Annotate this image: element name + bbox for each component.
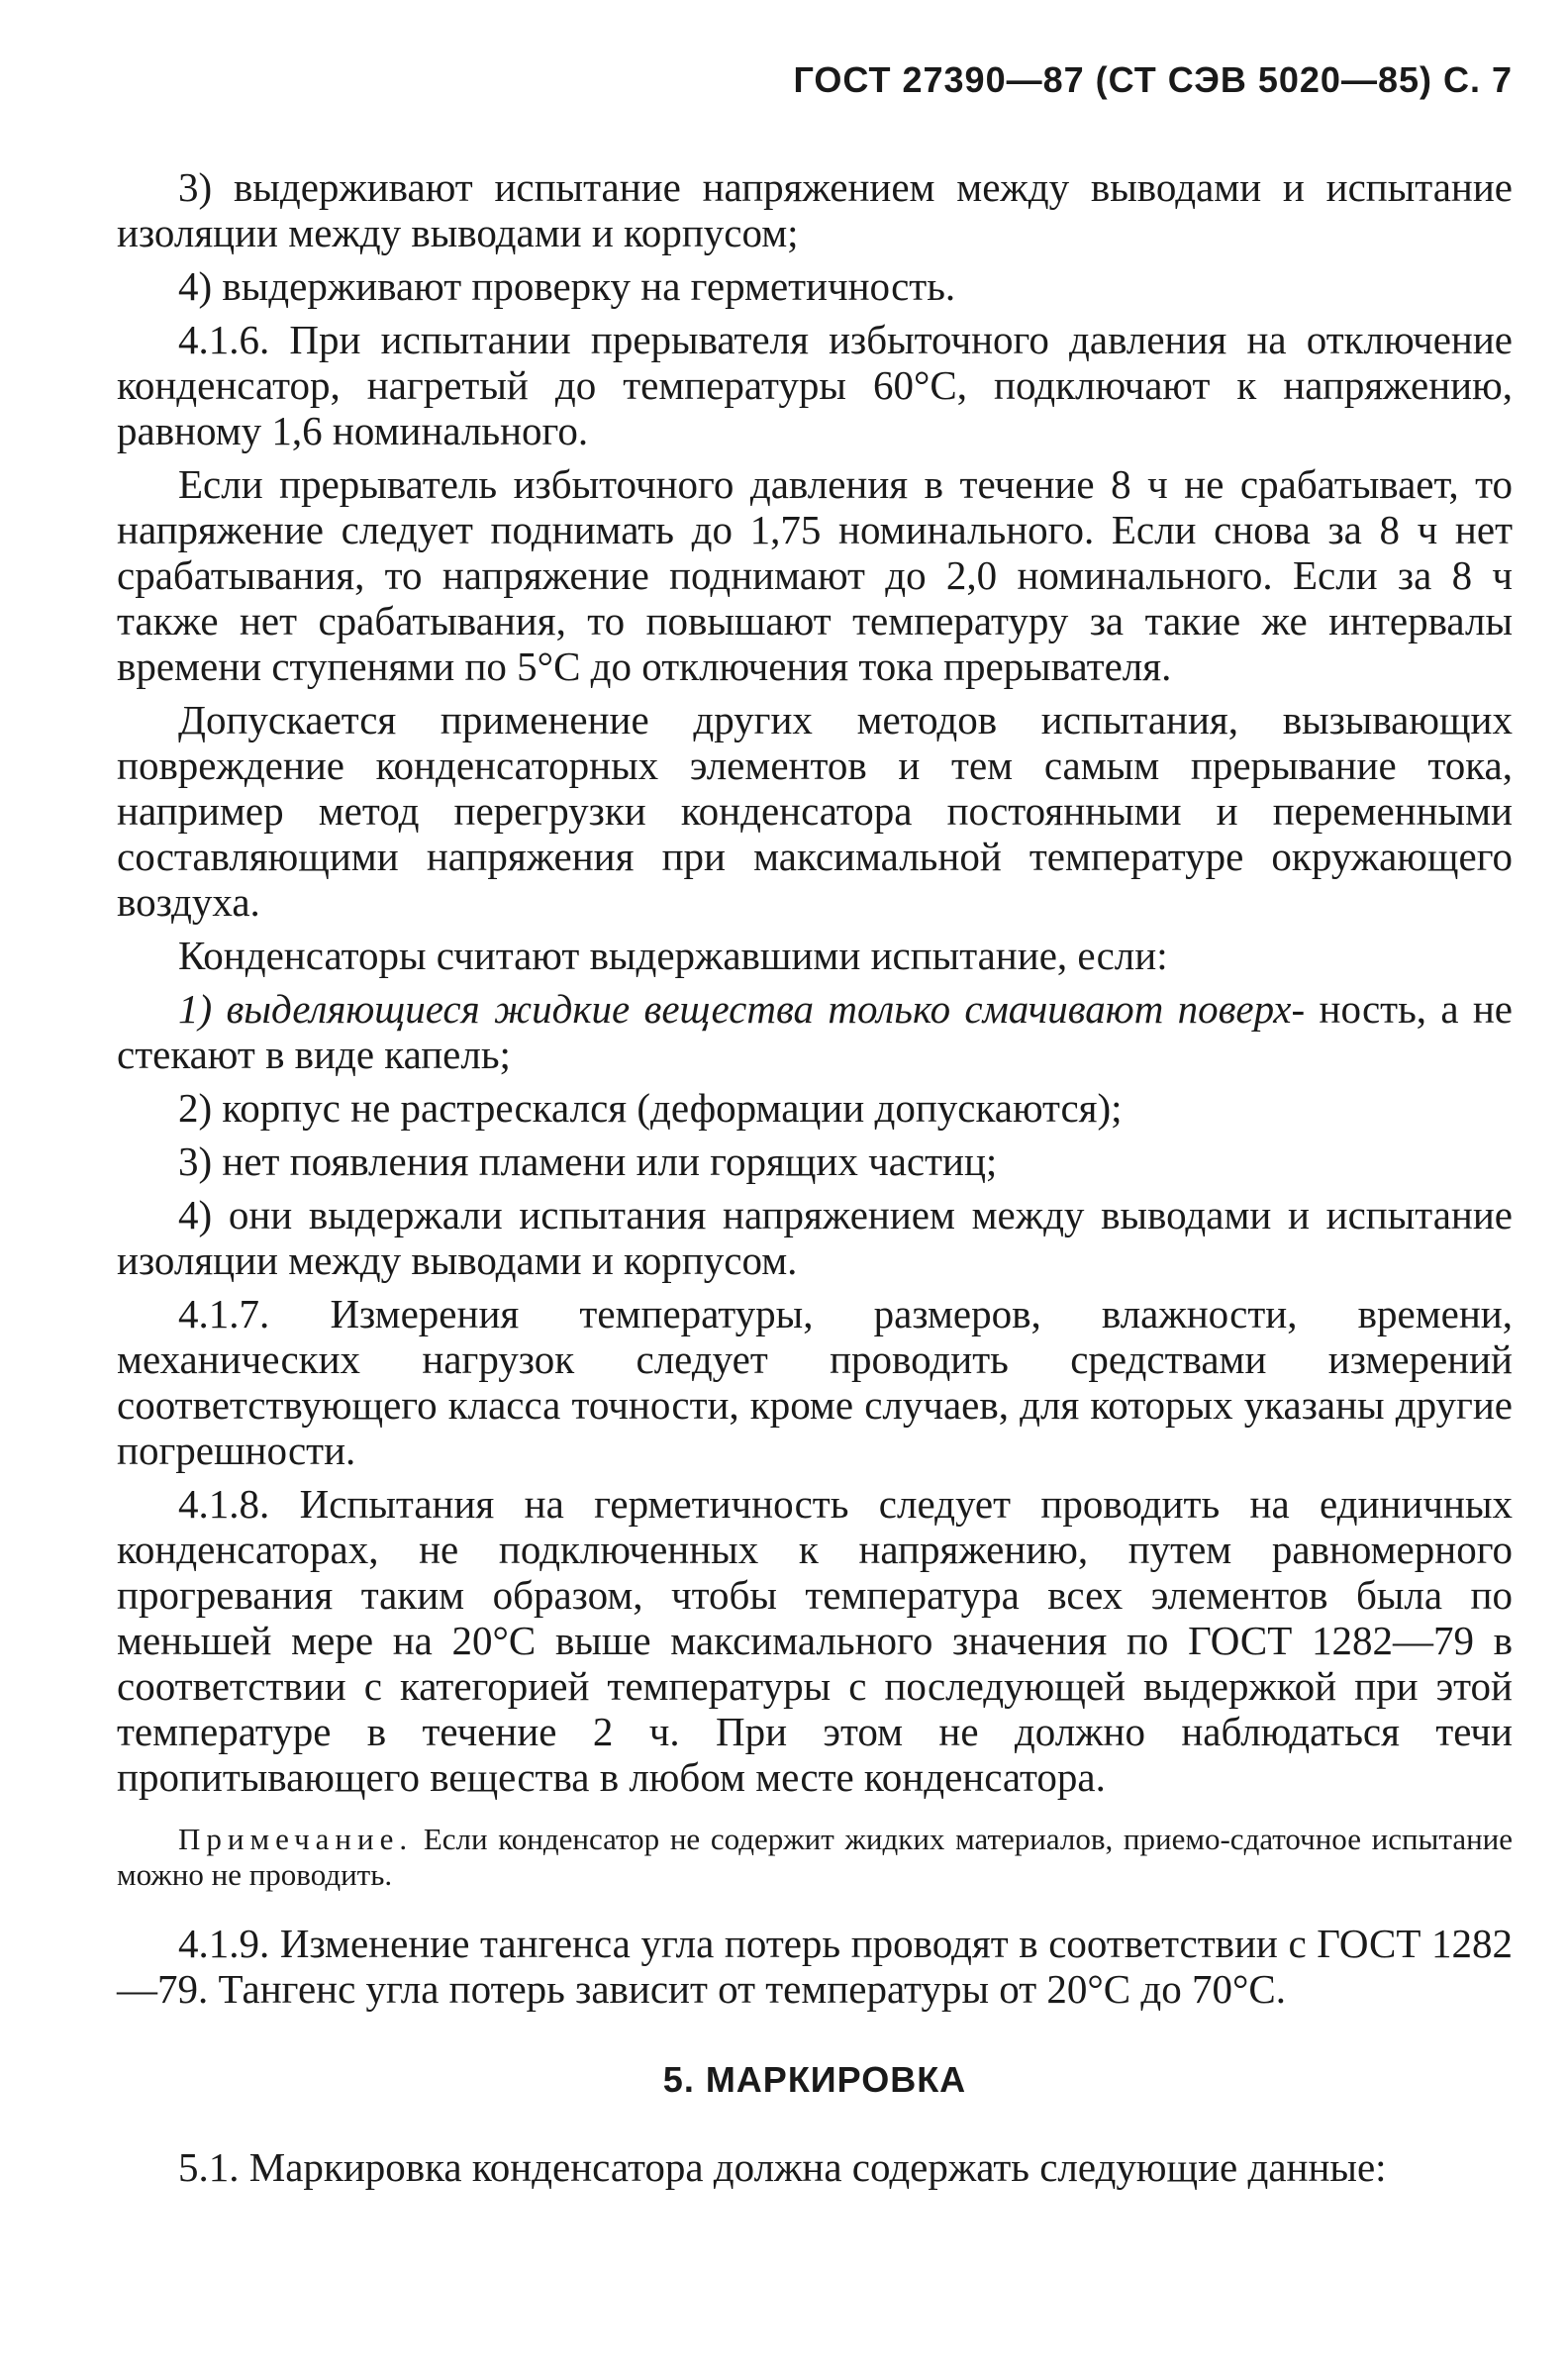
list-item: 2) корпус не растрескался (деформации допускаются); bbox=[178, 1085, 1123, 1131]
section-5-body bbox=[117, 2144, 1513, 2190]
paragraph: Конденсаторы считают выдержавшими испытание, если: bbox=[178, 933, 1168, 978]
paragraph: 3) выдерживают испытание напряжением между выводами и испытание изоляции между выводами и корпусом; bbox=[117, 164, 1513, 255]
note bbox=[117, 1822, 1513, 1893]
body-text bbox=[117, 164, 1513, 2012]
note-label: Примечание. bbox=[178, 1822, 414, 1856]
section-title: 5. МАРКИРОВКА bbox=[662, 2059, 967, 2100]
running-header: ГОСТ 27390—87 (СТ СЭВ 5020—85) С. 7 bbox=[793, 59, 1513, 100]
document-page bbox=[117, 59, 1513, 2190]
note-text: Если конденсатор не содержит жидких материалов, приемо-сдаточное испытание можно не проводить. bbox=[117, 1822, 1514, 1892]
list-item: 3) нет появления пламени или горящих частиц; bbox=[178, 1138, 998, 1184]
list-item: 4) они выдержали испытания напряжением между выводами и испытание изоляции между выводами и корпусом. bbox=[117, 1192, 1513, 1283]
clause-5-1: 5.1. Маркировка конденсатора должна содержать следующие данные: bbox=[178, 2144, 1387, 2190]
clause-4-1-6: 4.1.6. При испытании прерывателя избыточного давления на отключение конденсатор, нагретый до температуры 60°С, подключают к напряжению, равному 1,6 номинального. bbox=[117, 317, 1513, 453]
list-item-rest: ность, а не стекают в виде капель; bbox=[117, 986, 1514, 1077]
paragraph: Если прерыватель избыточного давления в течение 8 ч не срабатывает, то напряжение следует поднимать до 1,75 номинального. Если снова за 8 ч нет срабатывания, то напряжение поднимают до 2,0 номинального. Если за 8 ч также нет срабатывания, то повышают температуру за такие же интервалы времени ступенями по 5°С до отключения тока прерывателя. bbox=[117, 461, 1513, 689]
paragraph: Допускается применение других методов испытания, вызывающих повреждение конденсаторных элементов и тем самым прерывание тока, например метод перегрузки конденсатора постоянными и переменными составляющими напряжения при максимальной температуре окружающего воздуха. bbox=[117, 697, 1513, 925]
paragraph: 4) выдерживают проверку на герметичность. bbox=[178, 263, 956, 309]
clause-4-1-7: 4.1.7. Измерения температуры, размеров, влажности, времени, механических нагрузок следует проводить средствами измерений соответствующего класса точности, кроме случаев, для которых указаны другие погрешности. bbox=[117, 1291, 1513, 1473]
list-item: 1) выделяющиеся жидкие вещества только смачивают поверх- ность, а не стекают в виде капель; bbox=[117, 986, 1514, 1077]
clause-4-1-8: 4.1.8. Испытания на герметичность следует проводить на единичных конденсаторах, не подключенных к напряжению, путем равномерного прогревания таким образом, чтобы температура всех элементов была по меньшей мере на 20°С выше максимального значения по ГОСТ 1282—79 в соответствии с категорией температуры с последующей выдержкой при этой температуре в течение 2 ч. При этом не должно наблюдаться течи пропитывающего вещества в любом месте конденсатора. bbox=[117, 1481, 1513, 1800]
italic-text: 1) выделяющиеся жидкие вещества только смачивают поверх bbox=[178, 986, 1292, 1032]
clause-4-1-9: 4.1.9. Изменение тангенса угла потерь проводят в соответствии с ГОСТ 1282—79. Тангенс угла потерь зависит от температуры от 20°С до 70°С. bbox=[117, 1921, 1513, 2012]
